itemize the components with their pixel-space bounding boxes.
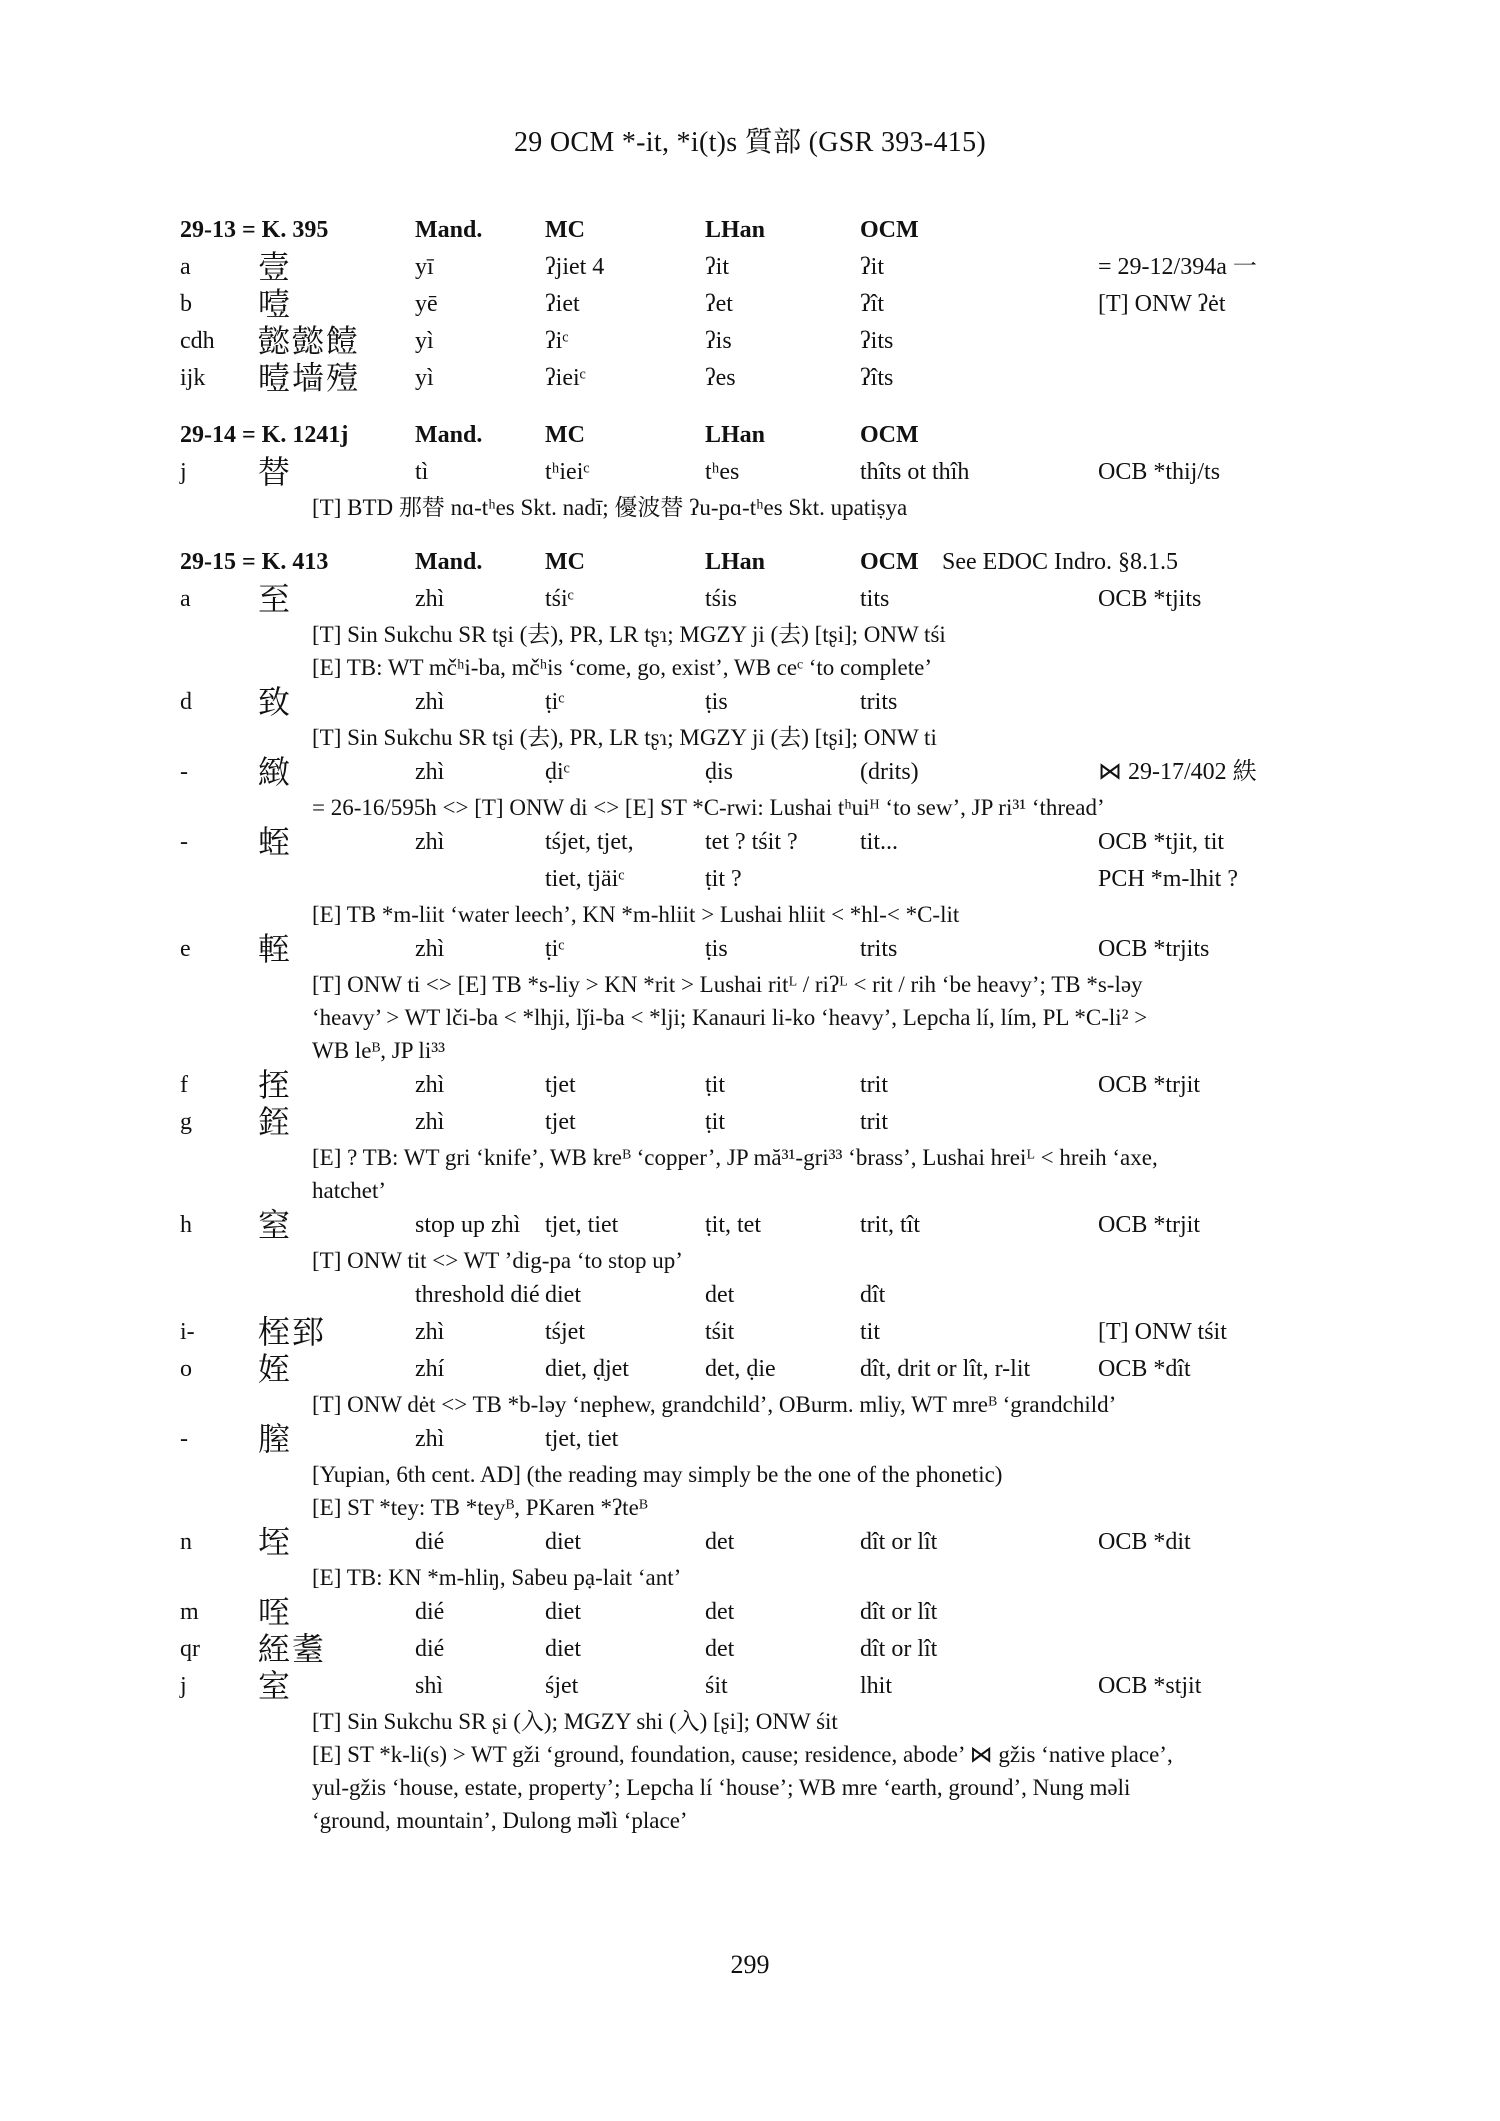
- note-line: [T] BTD 那替 nɑ-tʰes Skt. nadī; 優波替 ʔu-pɑ-tʰes Skt. upatiṣya: [312, 495, 908, 520]
- column-header-mc: MC: [545, 549, 585, 575]
- entry-mc: ṭiᶜ: [545, 689, 565, 715]
- entry-note: OCB *thij/ts: [1098, 459, 1221, 485]
- entry-lhan: ʔes: [705, 365, 736, 391]
- entry-row: [180, 1277, 1340, 1314]
- entry-lhan: tʰes: [705, 459, 740, 485]
- entry-mand: yì: [415, 365, 434, 391]
- entry-note: OCB *tjit, tit: [1098, 829, 1225, 855]
- entry-id: cdh: [180, 328, 215, 354]
- entry-mand: zhì: [415, 1319, 445, 1345]
- entry-row: [180, 581, 1340, 618]
- entry-lhan: ṭis: [705, 936, 728, 962]
- note-line: [T] Sin Sukchu SR tʂi (去), PR, LR tʂɿ; MGZY ji (去) [tʂi]; ONW tśi: [312, 622, 946, 647]
- entry-row: [180, 754, 1340, 791]
- entry-ocm: (drits): [860, 759, 919, 785]
- entry-mc: tjet: [545, 1072, 576, 1098]
- entry-mc: diet: [545, 1636, 581, 1662]
- entry-row: [180, 1104, 1340, 1141]
- entry-id: d: [180, 689, 192, 715]
- entry-row: [180, 249, 1340, 286]
- entry-id: -: [180, 759, 188, 785]
- entry-graph: 輊: [258, 930, 293, 968]
- entry-note: OCB *trjit: [1098, 1212, 1201, 1238]
- entry-ocm: tit...: [860, 829, 899, 855]
- entry-row: [180, 1668, 1340, 1705]
- entry-ocm: dît: [860, 1282, 886, 1308]
- entry-graph: 壹: [258, 248, 293, 286]
- column-header-mand: Mand.: [415, 422, 483, 448]
- note-line: [E] TB: KN *m-hliŋ, Sabeu pạ-lait ‘ant’: [312, 1565, 682, 1590]
- entry-row: [180, 454, 1340, 491]
- section-id: 29-14 = K. 1241j: [180, 422, 349, 448]
- entry-lhan: ḍis: [705, 759, 734, 785]
- entry-id: a: [180, 254, 191, 280]
- entry-id: n: [180, 1529, 192, 1555]
- entry-graph: 膣: [258, 1420, 293, 1458]
- entry-mc: tiet, tjäiᶜ: [545, 866, 625, 892]
- entry-ocm: thîts ot thîh: [860, 459, 970, 485]
- entry-row: [180, 1067, 1340, 1104]
- entry-lhan: det: [705, 1636, 735, 1662]
- entry-lhan: det, ḍie: [705, 1356, 776, 1382]
- entry-mand: dié: [415, 1529, 445, 1555]
- section-id: 29-13 = K. 395: [180, 217, 329, 243]
- entry-graph: 銍: [258, 1103, 293, 1141]
- entry-section: [180, 212, 1340, 397]
- entry-id: f: [180, 1072, 188, 1098]
- entry-lhan: ṭit: [705, 1072, 726, 1098]
- note-line: [T] Sin Sukchu SR ʂi (入); MGZY shi (入) [ʂi]; ONW śit: [312, 1709, 838, 1734]
- entry-graph: 噎: [258, 285, 293, 323]
- entry-row: [180, 1207, 1340, 1244]
- entry-note: OCB *dit: [1098, 1529, 1191, 1555]
- entry-mand: yī: [415, 254, 434, 280]
- entry-ocm: dît or lît: [860, 1636, 938, 1662]
- entry-graph: 桎郅: [258, 1313, 327, 1351]
- entry-mc: ḍiᶜ: [545, 759, 570, 785]
- entry-lhan: det: [705, 1529, 735, 1555]
- entry-note: [T] ONW tśit: [1098, 1319, 1227, 1345]
- column-header-mand: Mand.: [415, 217, 483, 243]
- entry-ocm: lhit: [860, 1673, 893, 1699]
- entry-row: [180, 861, 1340, 898]
- entry-graph: 垤: [258, 1523, 293, 1561]
- entry-row: [180, 360, 1340, 397]
- entry-row: [180, 1351, 1340, 1388]
- column-header-ocm: OCM: [860, 217, 919, 243]
- note-line: ‘heavy’ > WT lči-ba < *lhji, lǰi-ba < *lji; Kanauri li-ko ‘heavy’, Lepcha lí, lím, PL *C-li² >: [312, 1005, 1148, 1030]
- entry-mand: threshold dié: [415, 1282, 540, 1308]
- entry-graph: 咥: [258, 1593, 293, 1631]
- entry-id: h: [180, 1212, 192, 1238]
- entry-note: OCB *tjits: [1098, 586, 1202, 612]
- entry-row: [180, 286, 1340, 323]
- entry-id: b: [180, 291, 192, 317]
- entry-id: o: [180, 1356, 192, 1382]
- entry-mc: tjet, tiet: [545, 1212, 619, 1238]
- entry-mc: ʔieiᶜ: [545, 365, 586, 391]
- entry-mand: yē: [415, 291, 438, 317]
- note-line: [T] ONW dėt <> TB *b-ləy ‘nephew, grandchild’, OBurm. mliy, WT mreᴮ ‘grandchild’: [312, 1392, 1117, 1417]
- entry-ocm: trits: [860, 689, 898, 715]
- entry-ocm: ʔit: [860, 254, 884, 280]
- entry-mand: stop up zhì: [415, 1212, 521, 1238]
- note-line: = 26-16/595h <> [T] ONW di <> [E] ST *C-rwi: Lushai tʰuiᴴ ‘to sew’, JP ri³¹ ‘thread’: [312, 795, 1105, 820]
- entry-mc: tśjet: [545, 1319, 585, 1345]
- entry-graph: 至: [258, 580, 293, 618]
- entry-graph: 絰耋: [258, 1630, 327, 1668]
- entry-mand: zhì: [415, 1109, 445, 1135]
- entry-lhan: tśis: [705, 586, 738, 612]
- entry-lhan: ṭis: [705, 689, 728, 715]
- entry-id: i-: [180, 1319, 195, 1345]
- entry-mc: tʰieiᶜ: [545, 459, 590, 485]
- entry-mand: zhì: [415, 759, 445, 785]
- entry-graph: 懿懿饐: [258, 322, 361, 360]
- entry-mand: dié: [415, 1636, 445, 1662]
- section-heading: [180, 212, 1340, 249]
- note-line: [Yupian, 6th cent. AD] (the reading may simply be the one of the phonetic): [312, 1462, 1003, 1487]
- section-reference: See EDOC Indro. §8.1.5: [942, 549, 1178, 575]
- entry-mc: tjet, tiet: [545, 1426, 619, 1452]
- entry-ocm: tit: [860, 1319, 881, 1345]
- entry-mand: zhì: [415, 689, 445, 715]
- entry-mc: tjet: [545, 1109, 576, 1135]
- entry-graph: 緻: [258, 753, 293, 791]
- note-line: [T] ONW tit <> WT ’dig-pa ‘to stop up’: [312, 1248, 683, 1273]
- entry-note: = 29-12/394a 一: [1098, 254, 1257, 280]
- column-header-ocm: OCM: [860, 549, 919, 575]
- note-line: ‘ground, mountain’, Dulong mə̌lì ‘place’: [312, 1808, 688, 1833]
- entry-row: [180, 1314, 1340, 1351]
- entry-note: OCB *trjits: [1098, 936, 1210, 962]
- entry-mc: diet: [545, 1282, 581, 1308]
- entry-row: [180, 323, 1340, 360]
- entry-ocm: trit: [860, 1109, 888, 1135]
- entry-row: [180, 824, 1340, 861]
- entry-ocm: tits: [860, 586, 890, 612]
- entry-graph: 曀墙殪: [258, 359, 361, 397]
- entry-mand: zhí: [415, 1356, 445, 1382]
- entry-lhan: ṭit, tet: [705, 1212, 761, 1238]
- entry-mand: yì: [415, 328, 434, 354]
- note-line: yul-gžis ‘house, estate, property’; Lepcha lí ‘house’; WB mre ‘earth, ground’, Nung məli: [312, 1775, 1131, 1800]
- entry-section: [180, 417, 1340, 524]
- column-header-lhan: LHan: [705, 217, 766, 243]
- entry-lhan: ʔis: [705, 328, 732, 354]
- entry-note: OCB *trjit: [1098, 1072, 1201, 1098]
- page-number: 299: [730, 1950, 770, 1979]
- note-line: [E] ? TB: WT gri ‘knife’, WB kreᴮ ‘copper’, JP mă³¹-gri³³ ‘brass’, Lushai hreiᴸ < hreih ‘axe,: [312, 1145, 1158, 1170]
- entry-lhan: det: [705, 1282, 735, 1308]
- column-header-ocm: OCM: [860, 422, 919, 448]
- entry-id: ijk: [180, 365, 206, 391]
- entry-mc: tśiᶜ: [545, 586, 574, 612]
- note-line: [E] TB: WT mčʰi-ba, mčʰis ‘come, go, exist’, WB ceᶜ ‘to complete’: [312, 655, 932, 680]
- entry-lhan: ṭit: [705, 1109, 726, 1135]
- entry-id: j: [180, 459, 187, 485]
- entry-mc: śjet: [545, 1673, 579, 1699]
- entry-row: [180, 1631, 1340, 1668]
- entry-mand: shì: [415, 1673, 444, 1699]
- entry-graph: 窒: [258, 1206, 293, 1244]
- entry-ocm: dît or lît: [860, 1529, 938, 1555]
- entry-mand: dié: [415, 1599, 445, 1625]
- entry-lhan: tśit: [705, 1319, 735, 1345]
- entry-id: -: [180, 829, 188, 855]
- entry-ocm: dît or lît: [860, 1599, 938, 1625]
- entry-row: [180, 1524, 1340, 1561]
- entry-row: [180, 684, 1340, 721]
- entry-ocm: ʔît: [860, 291, 884, 317]
- entry-note: OCB *stjit: [1098, 1673, 1202, 1699]
- note-line: hatchet’: [312, 1178, 387, 1203]
- entry-id: -: [180, 1426, 188, 1452]
- note-line: WB leᴮ, JP li³³: [312, 1038, 446, 1063]
- note-line: [E] TB *m-liit ‘water leech’, KN *m-hliit > Lushai hliit < *hl-< *C-lit: [312, 902, 960, 927]
- entry-mc: diet: [545, 1599, 581, 1625]
- entry-mand: zhì: [415, 586, 445, 612]
- entry-ocm: ʔits: [860, 328, 894, 354]
- entry-mand: zhì: [415, 1426, 445, 1452]
- entry-note: ⋈ 29-17/402 紩: [1098, 759, 1257, 785]
- entry-mc: tśjet, tjet,: [545, 829, 634, 855]
- section-id: 29-15 = K. 413: [180, 549, 329, 575]
- section-heading: [180, 417, 1340, 454]
- note-line: [T] Sin Sukchu SR tʂi (去), PR, LR tʂɿ; MGZY ji (去) [tʂi]; ONW ti: [312, 725, 937, 750]
- entry-mc: ʔjiet 4: [545, 254, 605, 280]
- note-line: [T] ONW ti <> [E] TB *s-liy > KN *rit > Lushai ritᴸ / riʔᴸ < rit / rih ‘be heavy’; TB *s-ləy: [312, 972, 1143, 997]
- entry-mc: ʔiet: [545, 291, 580, 317]
- entry-id: a: [180, 586, 191, 612]
- entry-id: m: [180, 1599, 199, 1625]
- entry-mand: tì: [415, 459, 429, 485]
- entry-lhan: śit: [705, 1673, 728, 1699]
- entry-ocm: dît, drit or lît, r-lit: [860, 1356, 1031, 1382]
- page-header: 29 OCM *-it, *i(t)s 質部 (GSR 393-415): [513, 127, 987, 158]
- entry-graph: 挃: [258, 1066, 293, 1104]
- entry-lhan: ʔet: [705, 291, 733, 317]
- entry-lhan: det: [705, 1599, 735, 1625]
- entry-graph: 蛭: [258, 823, 293, 861]
- entry-row: [180, 931, 1340, 968]
- column-header-mc: MC: [545, 422, 585, 448]
- entry-id: j: [180, 1673, 187, 1699]
- entry-ocm: trit, tît: [860, 1212, 920, 1238]
- column-header-lhan: LHan: [705, 422, 766, 448]
- entry-ocm: trits: [860, 936, 898, 962]
- entry-mand: zhì: [415, 829, 445, 855]
- note-line: [E] ST *k-li(s) > WT gži ‘ground, foundation, cause; residence, abode’ ⋈ gžis ‘native place’,: [312, 1742, 1173, 1767]
- entry-mand: zhì: [415, 1072, 445, 1098]
- entries-content: [180, 212, 1340, 1857]
- entry-note: PCH *m-lhit ?: [1098, 866, 1239, 892]
- section-heading: [180, 544, 1340, 581]
- entry-note: [T] ONW ʔėt: [1098, 291, 1226, 317]
- entry-mc: ṭiᶜ: [545, 936, 565, 962]
- entry-note: OCB *dît: [1098, 1356, 1191, 1382]
- entry-mc: diet, ḍjet: [545, 1356, 629, 1382]
- entry-row: [180, 1421, 1340, 1458]
- entry-id: e: [180, 936, 191, 962]
- column-header-mc: MC: [545, 217, 585, 243]
- entry-section: [180, 544, 1340, 1837]
- entry-lhan: ṭit ?: [705, 866, 742, 892]
- entry-graph: 室: [258, 1667, 293, 1705]
- column-header-mand: Mand.: [415, 549, 483, 575]
- entry-ocm: ʔîts: [860, 365, 894, 391]
- entry-row: [180, 1594, 1340, 1631]
- entry-id: qr: [180, 1636, 200, 1662]
- entry-lhan: tet ? tśit ?: [705, 829, 798, 855]
- entry-graph: 致: [258, 683, 293, 721]
- entry-graph: 姪: [258, 1350, 293, 1388]
- entry-mc: ʔiᶜ: [545, 328, 569, 354]
- entry-mand: zhì: [415, 936, 445, 962]
- entry-id: g: [180, 1109, 192, 1135]
- column-header-lhan: LHan: [705, 549, 766, 575]
- entry-graph: 替: [258, 453, 293, 491]
- entry-lhan: ʔit: [705, 254, 729, 280]
- entry-ocm: trit: [860, 1072, 888, 1098]
- note-line: [E] ST *tey: TB *teyᴮ, PKaren *ʔteᴮ: [312, 1495, 648, 1520]
- entry-mc: diet: [545, 1529, 581, 1555]
